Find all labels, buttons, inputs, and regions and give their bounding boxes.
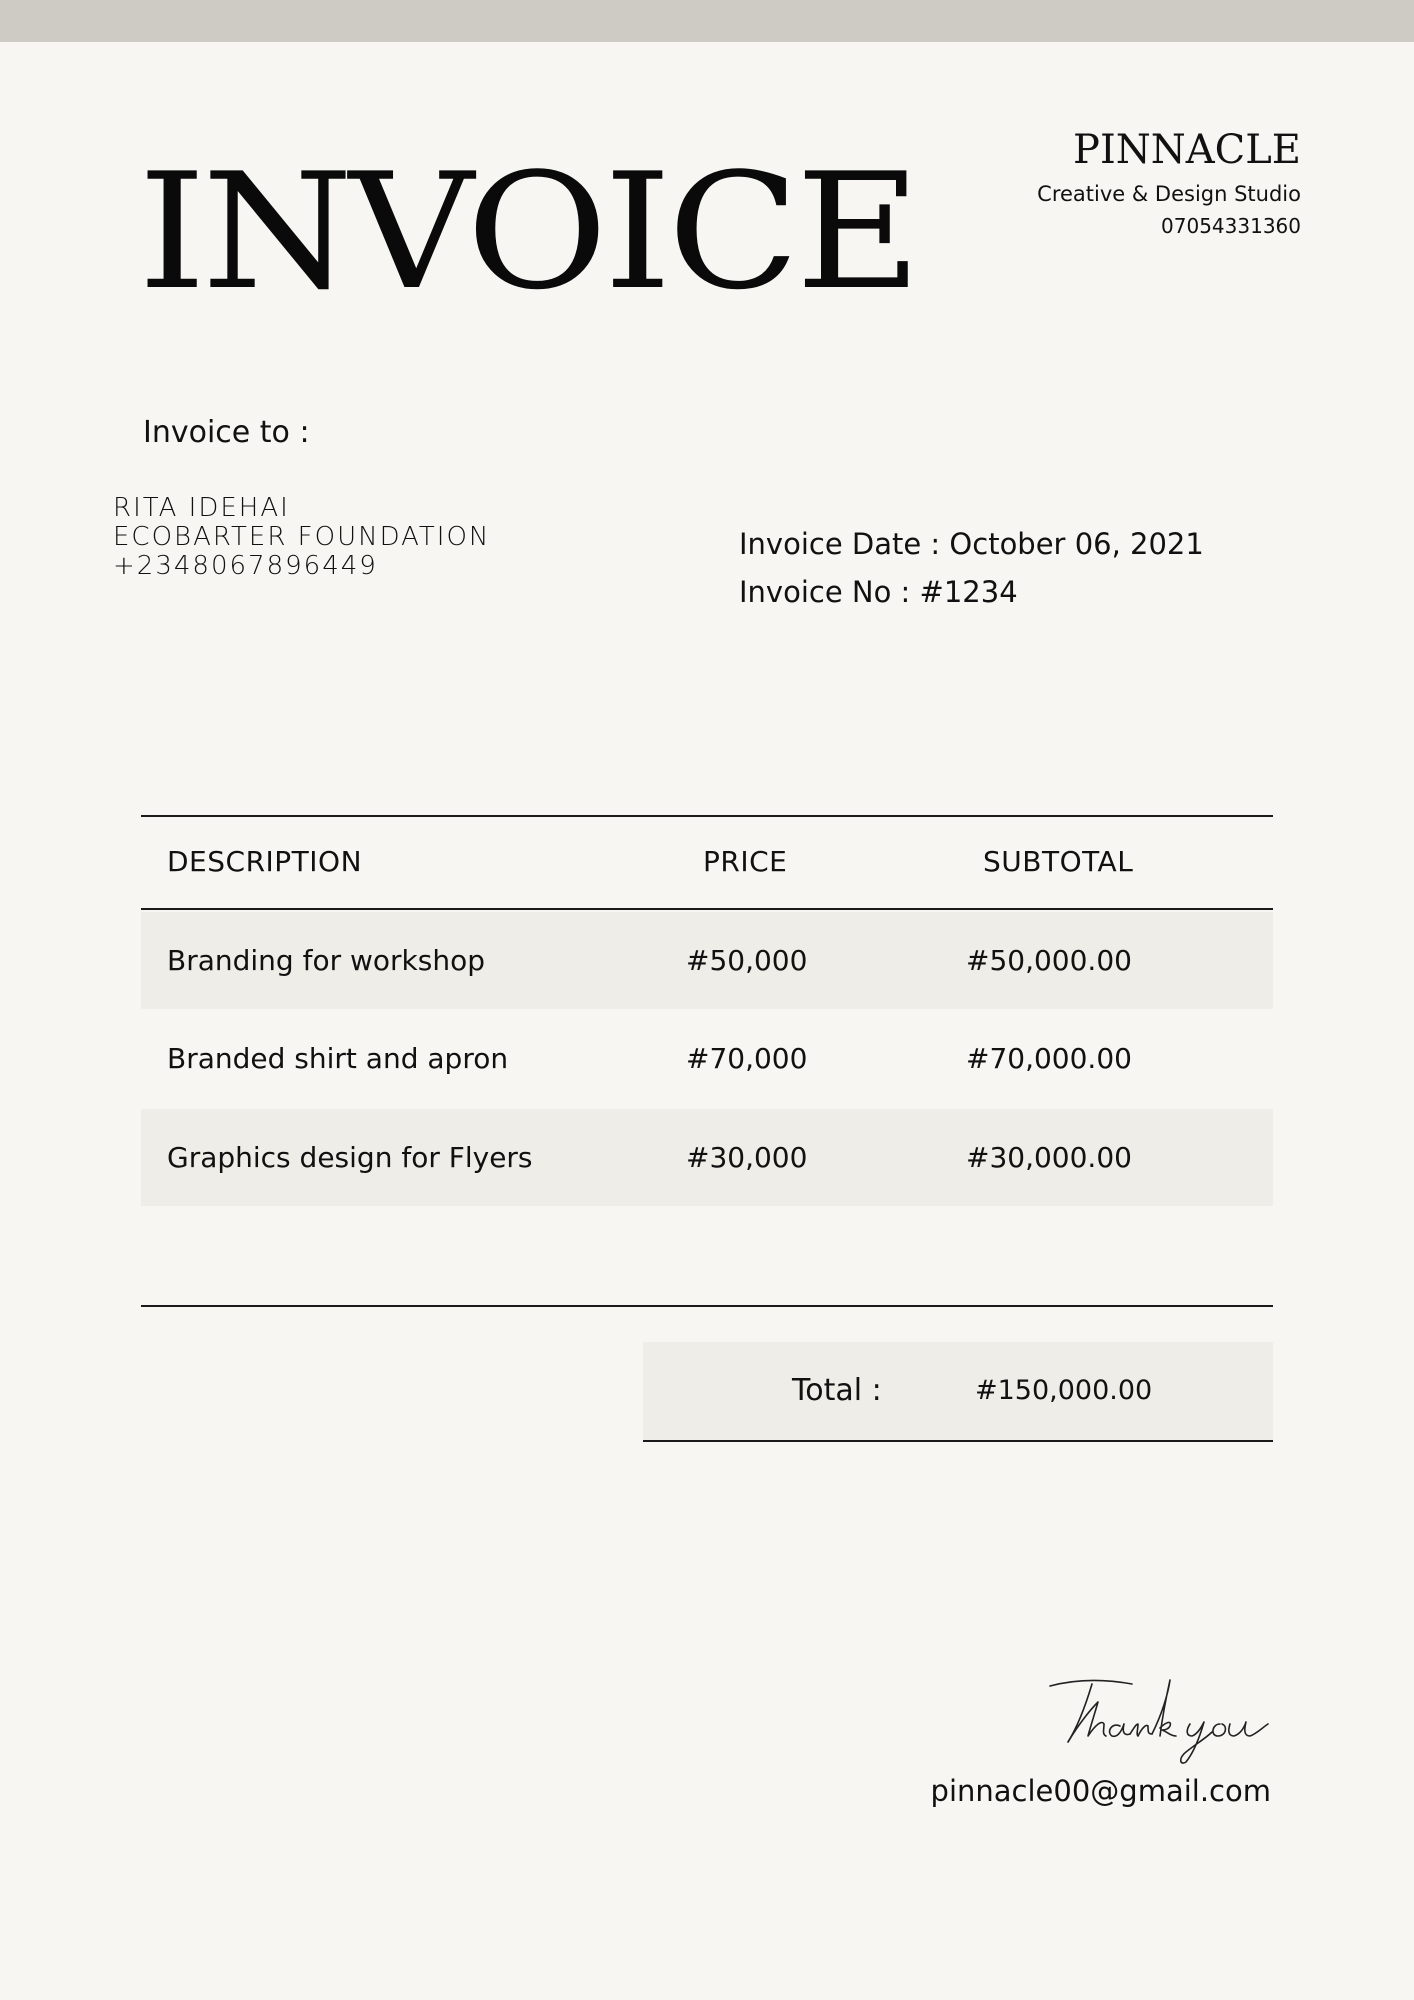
client-organization: ECOBARTER FOUNDATION	[113, 522, 491, 552]
table-header-divider	[141, 908, 1273, 910]
client-name: RITA IDEHAI	[113, 493, 290, 523]
company-block	[1037, 127, 1301, 239]
contact-email: pinnacle00@gmail.com	[930, 1774, 1271, 1808]
client-block	[113, 494, 490, 581]
row-subtotal: #70,000.00	[966, 1042, 1132, 1075]
invoice-meta	[739, 520, 1204, 616]
table-top-divider	[141, 815, 1273, 817]
table-row	[141, 912, 1273, 1009]
total-value: #150,000.00	[975, 1375, 1153, 1406]
subtotal-column-header: SUBTOTAL	[983, 845, 1134, 878]
company-name: PINNACLE	[1073, 127, 1301, 173]
row-price: #30,000	[686, 1141, 808, 1174]
price-column-header: PRICE	[703, 845, 788, 878]
row-description: Branding for workshop	[167, 944, 485, 977]
total-box	[643, 1342, 1273, 1440]
top-accent-bar	[0, 0, 1414, 42]
row-subtotal: #50,000.00	[966, 944, 1132, 977]
page-title: INVOICE	[138, 138, 918, 325]
description-column-header: DESCRIPTION	[167, 845, 363, 878]
row-description: Branded shirt and apron	[167, 1042, 509, 1075]
invoice-date-label: Invoice Date :	[739, 527, 941, 561]
thank-you-signature	[1040, 1668, 1280, 1768]
row-price: #70,000	[686, 1042, 808, 1075]
company-tagline: Creative & Design Studio	[1037, 182, 1301, 206]
table-row	[141, 1010, 1273, 1107]
total-underline	[643, 1440, 1273, 1442]
invoice-date-value: October 06, 2021	[949, 527, 1204, 561]
invoice-number-line	[739, 568, 1204, 616]
invoice-number-label: Invoice No :	[739, 575, 911, 609]
table-row	[141, 1109, 1273, 1206]
row-price: #50,000	[686, 944, 808, 977]
invoice-to-label: Invoice to :	[143, 415, 310, 450]
row-subtotal: #30,000.00	[966, 1141, 1132, 1174]
company-phone: 07054331360	[1161, 214, 1301, 239]
row-description: Graphics design for Flyers	[167, 1141, 533, 1174]
invoice-date-line	[739, 520, 1204, 568]
total-label: Total :	[792, 1373, 882, 1408]
client-phone: +2348067896449	[113, 551, 378, 581]
invoice-number-value: #1234	[919, 575, 1018, 609]
table-bottom-divider	[141, 1305, 1273, 1307]
